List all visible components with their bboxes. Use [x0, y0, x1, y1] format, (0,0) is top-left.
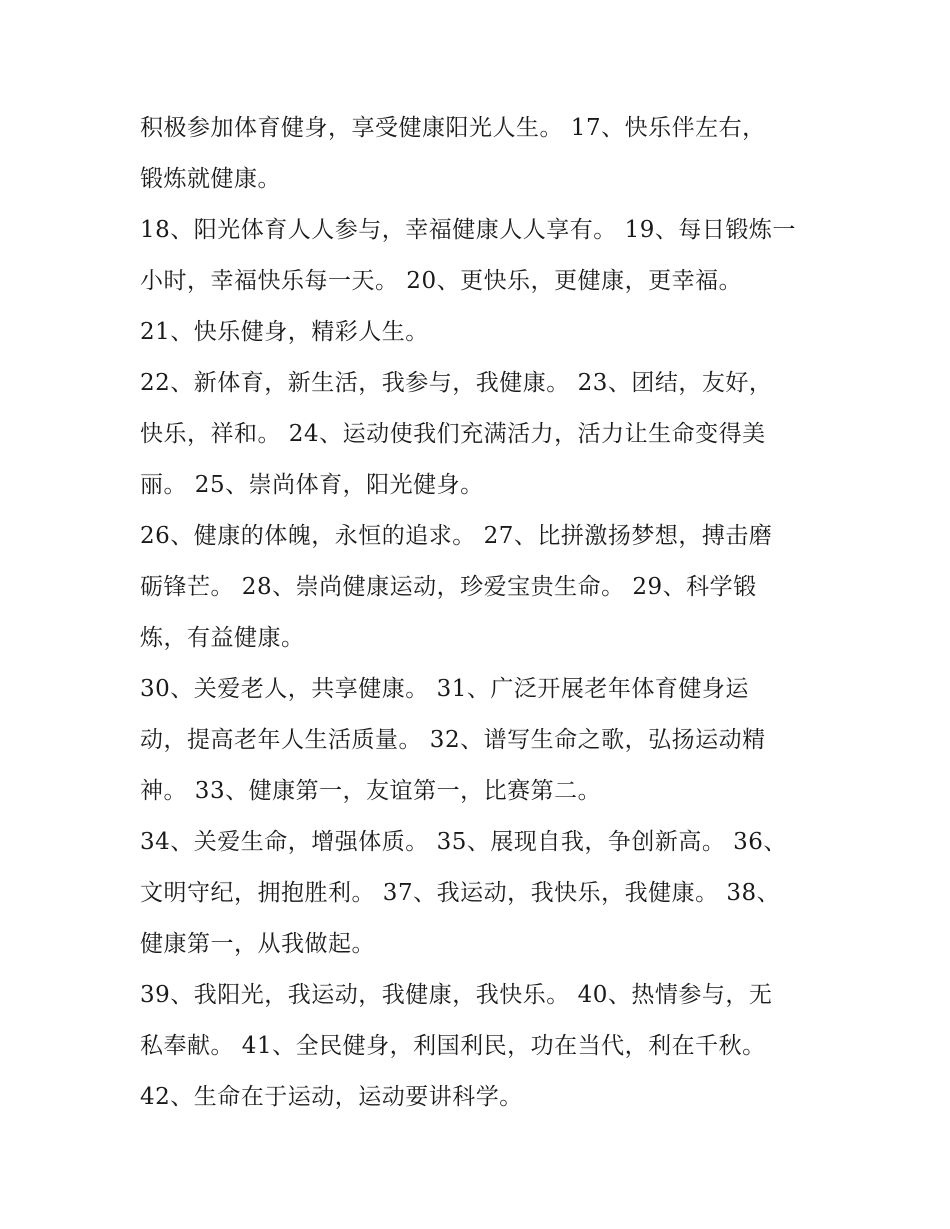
text-line: 积极参加体育健身，享受健康阳光人生。 17、快乐伴左右， — [140, 115, 766, 141]
text-line: 42、生命在于运动，运动要讲科学。 — [140, 1084, 523, 1110]
text-line: 炼，有益健康。 — [140, 625, 305, 651]
text-line: 小时，幸福快乐每一天。 20、更快乐，更健康，更幸福。 — [140, 268, 743, 294]
text-line: 39、我阳光，我运动，我健康，我快乐。 40、热情参与，无 — [140, 982, 773, 1008]
text-line: 砺锋芒。 28、崇尚健康运动，珍爱宝贵生命。 29、科学锻 — [140, 574, 757, 600]
text-line: 快乐，祥和。 24、运动使我们充满活力，活力让生命变得美 — [140, 421, 766, 447]
text-line: 30、关爱老人，共享健康。 31、广泛开展老年体育健身运 — [140, 676, 749, 702]
text-line: 动，提高老年人生活质量。 32、谱写生命之歌，弘扬运动精 — [140, 727, 766, 753]
text-line: 34、关爱生命，增强体质。 35、展现自我，争创新高。 36、 — [140, 829, 787, 855]
text-line: 健康第一，从我做起。 — [140, 931, 375, 957]
text-line: 18、阳光体育人人参与，幸福健康人人享有。 19、每日锻炼一 — [140, 217, 796, 243]
text-line: 文明守纪，拥抱胜利。 37、我运动，我快乐，我健康。 38、 — [140, 880, 781, 906]
text-line: 锻炼就健康。 — [140, 166, 281, 192]
text-line: 私奉献。 41、全民健身，利国利民，功在当代，利在千秋。 — [140, 1033, 766, 1059]
text-line: 26、健康的体魄，永恒的追求。 27、比拼激扬梦想，搏击磨 — [140, 523, 773, 549]
text-line: 神。 33、健康第一，友谊第一，比赛第二。 — [140, 778, 602, 804]
text-line: 22、新体育，新生活，我参与，我健康。 23、团结，友好， — [140, 370, 773, 396]
text-line: 丽。 25、崇尚体育，阳光健身。 — [140, 472, 484, 498]
text-line: 21、快乐健身，精彩人生。 — [140, 319, 429, 345]
